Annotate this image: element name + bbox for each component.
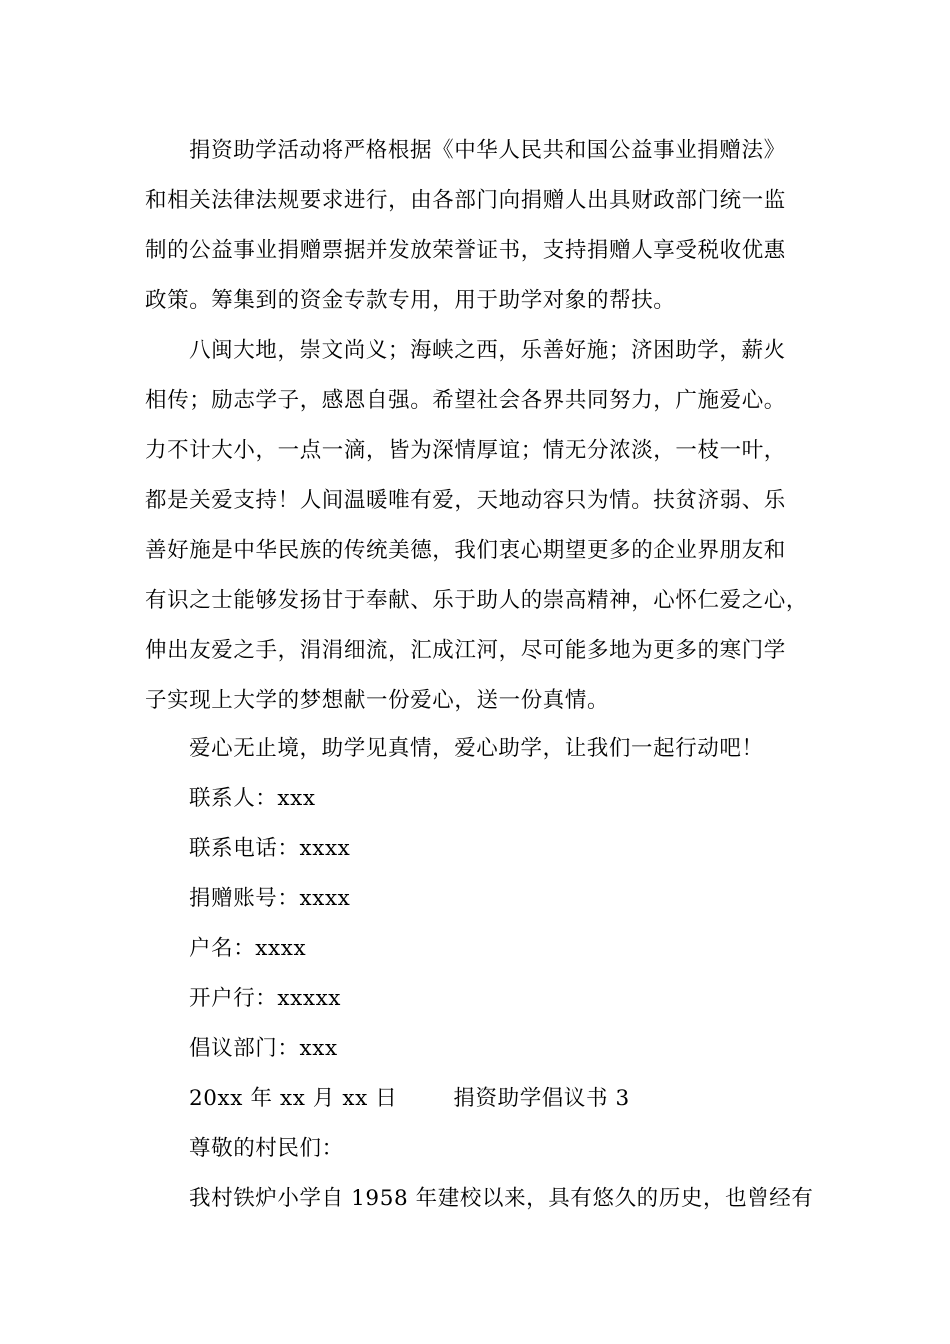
- paragraph-1-line-4: 政策。筹集到的资金专款专用，用于助学对象的帮扶。: [145, 288, 676, 313]
- account-name: 户名：xxxx: [189, 936, 307, 961]
- paragraph-2-line-6: 有识之士能够发扬甘于奉献、乐于助人的崇高精神，心怀仁爱之心，: [145, 588, 809, 613]
- paragraph-2: [145, 326, 825, 726]
- contact-person: 联系人：xxx: [189, 786, 316, 811]
- donation-account: 捐赠账号：xxxx: [189, 886, 351, 911]
- slogan: 爱心无止境，助学见真情，爱心助学，让我们一起行动吧！: [189, 736, 764, 761]
- paragraph-1-line-2: 和相关法律法规要求进行，由各部门向捐赠人出具财政部门统一监: [145, 188, 786, 213]
- paragraph-2-line-7: 伸出友爱之手，涓涓细流，汇成江河，尽可能多地为更多的寒门学: [145, 638, 786, 663]
- paragraph-2-line-5: 善好施是中华民族的传统美德，我们衷心期望更多的企业界朋友和: [145, 538, 786, 563]
- salutation: 尊敬的村民们：: [189, 1136, 344, 1161]
- date-and-next-title: [145, 1074, 825, 1124]
- contact-phone: 联系电话：xxxx: [189, 836, 351, 861]
- date: 20xx 年 xx 月 xx 日: [189, 1086, 398, 1111]
- paragraph-1: [145, 126, 825, 326]
- initiating-department: 倡议部门：xxx: [189, 1036, 338, 1061]
- paragraph-3-line-1: 我村铁炉小学自 1958 年建校以来，具有悠久的历史，也曾经有: [189, 1186, 814, 1211]
- paragraph-2-line-3: 力不计大小，一点一滴，皆为深情厚谊；情无分浓淡，一枝一叶，: [145, 438, 786, 463]
- paragraph-1-line-1: 捐资助学活动将严格根据《中华人民共和国公益事业捐赠法》: [189, 138, 786, 163]
- paragraph-2-line-1: 八闽大地，崇文尚义；海峡之西，乐善好施；济困助学，薪火: [189, 338, 786, 363]
- paragraph-2-line-8: 子实现上大学的梦想献一份爱心，送一份真情。: [145, 688, 610, 713]
- bank-name: 开户行：xxxxx: [189, 986, 342, 1011]
- paragraph-2-line-4: 都是关爱支持！人间温暖唯有爱，天地动容只为情。扶贫济弱、乐: [145, 488, 786, 513]
- closing-section: [145, 724, 825, 1224]
- paragraph-1-line-3: 制的公益事业捐赠票据并发放荣誉证书，支持捐赠人享受税收优惠: [145, 238, 786, 263]
- paragraph-2-line-2: 相传；励志学子，感恩自强。希望社会各界共同努力，广施爱心。: [145, 388, 786, 413]
- next-title: 捐资助学倡议书 3: [453, 1086, 630, 1111]
